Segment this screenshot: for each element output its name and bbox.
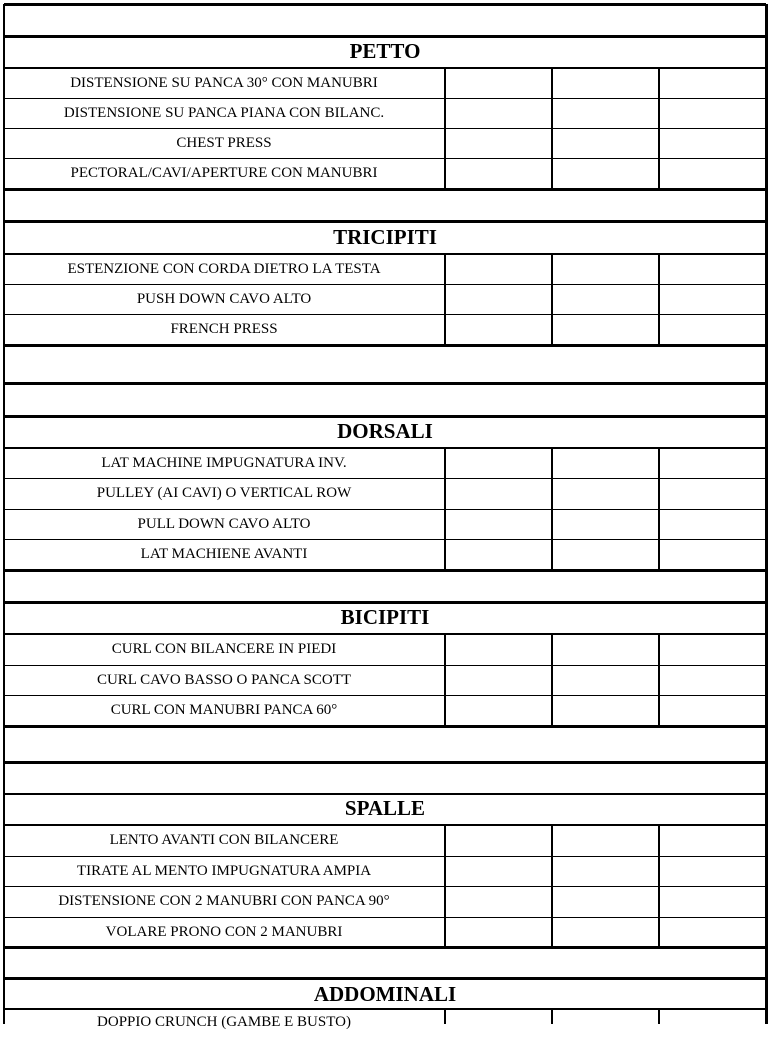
grid-line [4, 314, 766, 315]
exercise-row [4, 634, 766, 665]
grid-line [658, 825, 660, 947]
grid-line [4, 824, 766, 826]
log-cell[interactable] [553, 856, 659, 886]
section-title-tricipiti: TRICIPITI [333, 225, 437, 249]
exercise-name: CHEST PRESS [176, 135, 272, 151]
section-title-spalle: SPALLE [344, 796, 426, 820]
exercise-row [4, 254, 766, 284]
log-cell[interactable] [553, 284, 659, 314]
exercise-row [4, 478, 766, 509]
exercise-name: PULLEY (AI CAVI) O VERTICAL ROW [96, 485, 352, 501]
log-cell[interactable] [553, 158, 659, 188]
log-cell[interactable] [660, 665, 766, 695]
log-cell[interactable] [660, 128, 766, 158]
exercise-row [4, 128, 766, 158]
grid-line [551, 825, 553, 947]
grid-line [551, 254, 553, 345]
exercise-row [4, 825, 766, 856]
grid-line [658, 634, 660, 726]
log-cell[interactable] [660, 254, 766, 284]
log-cell[interactable] [553, 634, 659, 665]
grid-line [4, 633, 766, 635]
grid-line [4, 253, 766, 255]
exercise-row [4, 314, 766, 344]
log-cell[interactable] [660, 695, 766, 726]
log-cell[interactable] [660, 634, 766, 665]
grid-line [4, 695, 766, 696]
log-cell[interactable] [553, 1009, 659, 1039]
log-cell[interactable] [553, 695, 659, 726]
exercise-row [4, 695, 766, 726]
section-title-petto: PETTO [349, 39, 421, 63]
log-cell[interactable] [553, 478, 659, 509]
log-cell[interactable] [446, 98, 552, 128]
log-cell[interactable] [660, 856, 766, 886]
grid-line [551, 634, 553, 726]
exercise-row [4, 1009, 766, 1039]
log-cell[interactable] [446, 665, 552, 695]
grid-line [551, 1009, 553, 1024]
log-cell[interactable] [446, 68, 552, 98]
log-cell[interactable] [660, 539, 766, 570]
grid-line [4, 158, 766, 159]
grid-line [4, 569, 766, 572]
grid-line [4, 3, 766, 6]
log-cell[interactable] [660, 158, 766, 188]
exercise-row [4, 68, 766, 98]
exercise-name: LAT MACHINE IMPUGNATURA INV. [101, 455, 347, 471]
log-cell[interactable] [446, 856, 552, 886]
log-cell[interactable] [446, 917, 552, 948]
grid-line [4, 977, 766, 980]
log-cell[interactable] [660, 68, 766, 98]
log-cell[interactable] [660, 509, 766, 539]
grid-line [551, 68, 553, 189]
grid-line [658, 68, 660, 189]
exercise-name: CURL CAVO BASSO O PANCA SCOTT [96, 672, 352, 688]
exercise-name: LAT MACHIENE AVANTI [140, 546, 308, 562]
exercise-row [4, 158, 766, 188]
log-cell[interactable] [446, 1009, 552, 1039]
exercise-name: PECTORAL/CAVI/APERTURE CON MANUBRI [70, 165, 378, 181]
log-cell[interactable] [446, 158, 552, 188]
grid-line [4, 946, 766, 949]
log-cell[interactable] [446, 634, 552, 665]
grid-line [4, 539, 766, 540]
log-cell[interactable] [553, 254, 659, 284]
grid-line [4, 35, 766, 38]
log-cell[interactable] [660, 448, 766, 478]
grid-line [4, 447, 766, 449]
grid-line [4, 284, 766, 285]
grid-line [551, 448, 553, 570]
log-cell[interactable] [553, 886, 659, 917]
exercise-name: DISTENSIONE SU PANCA PIANA CON BILANC. [63, 105, 385, 121]
section-title-bicipiti: BICIPITI [340, 605, 430, 629]
exercise-row [4, 917, 766, 948]
log-cell[interactable] [553, 665, 659, 695]
exercise-name: DOPPIO CRUNCH (GAMBE E BUSTO) [97, 1014, 351, 1030]
grid-line [4, 1008, 766, 1010]
log-cell[interactable] [553, 98, 659, 128]
grid-line [4, 415, 766, 418]
exercise-row [4, 284, 766, 314]
grid-line [4, 67, 766, 69]
grid-line [4, 856, 766, 857]
exercise-name: PULL DOWN CAVO ALTO [137, 516, 311, 532]
log-cell[interactable] [553, 825, 659, 856]
log-cell[interactable] [446, 886, 552, 917]
log-cell[interactable] [553, 509, 659, 539]
log-cell[interactable] [660, 886, 766, 917]
exercise-name: FRENCH PRESS [170, 321, 278, 337]
section-title-dorsali: DORSALI [337, 419, 433, 443]
grid-line [4, 793, 766, 795]
grid-line [4, 725, 766, 728]
log-cell[interactable] [660, 314, 766, 344]
grid-line [658, 254, 660, 345]
exercise-name: PUSH DOWN CAVO ALTO [136, 291, 312, 307]
grid-line [4, 128, 766, 129]
log-cell[interactable] [553, 128, 659, 158]
grid-line [4, 917, 766, 918]
log-cell[interactable] [446, 448, 552, 478]
log-cell[interactable] [553, 917, 659, 948]
grid-line [4, 601, 766, 604]
section-title-addominali: ADDOMINALI [313, 982, 457, 1006]
log-cell[interactable] [446, 478, 552, 509]
grid-line [4, 478, 766, 479]
grid-line [4, 665, 766, 666]
exercise-name: DISTENSIONE CON 2 MANUBRI CON PANCA 90° [58, 893, 390, 909]
exercise-name: TIRATE AL MENTO IMPUGNATURA AMPIA [76, 863, 372, 879]
grid-line [4, 188, 766, 191]
grid-line [4, 98, 766, 99]
exercise-row [4, 509, 766, 539]
grid-line [444, 1009, 446, 1024]
grid-line [4, 344, 766, 347]
exercise-row [4, 539, 766, 570]
grid-line [658, 448, 660, 570]
log-cell[interactable] [446, 825, 552, 856]
log-cell[interactable] [446, 284, 552, 314]
grid-line [4, 761, 766, 764]
log-cell[interactable] [553, 314, 659, 344]
log-cell[interactable] [446, 509, 552, 539]
grid-line [444, 68, 446, 189]
grid-line [658, 1009, 660, 1024]
exercise-name: DISTENSIONE SU PANCA 30° CON MANUBRI [70, 75, 378, 91]
grid-line [4, 382, 766, 385]
exercise-row [4, 448, 766, 478]
grid-line [444, 825, 446, 947]
log-cell[interactable] [446, 539, 552, 570]
grid-line [4, 886, 766, 887]
exercise-row [4, 98, 766, 128]
grid-line [444, 448, 446, 570]
exercise-name: VOLARE PRONO CON 2 MANUBRI [105, 924, 343, 940]
log-cell[interactable] [660, 284, 766, 314]
grid-line [444, 634, 446, 726]
log-cell[interactable] [553, 539, 659, 570]
exercise-name: CURL CON MANUBRI PANCA 60° [110, 702, 338, 718]
exercise-row [4, 856, 766, 886]
exercise-name: LENTO AVANTI CON BILANCERE [109, 832, 339, 848]
exercise-row [4, 665, 766, 695]
log-cell[interactable] [660, 478, 766, 509]
grid-line [4, 509, 766, 510]
log-cell[interactable] [553, 68, 659, 98]
log-cell[interactable] [446, 695, 552, 726]
log-cell[interactable] [553, 448, 659, 478]
exercise-name: CURL CON BILANCERE IN PIEDI [111, 641, 337, 657]
log-cell[interactable] [446, 314, 552, 344]
grid-line [3, 4, 5, 1024]
exercise-row [4, 886, 766, 917]
log-cell[interactable] [660, 1009, 766, 1039]
log-cell[interactable] [660, 98, 766, 128]
grid-line [4, 220, 766, 223]
log-cell[interactable] [660, 917, 766, 948]
log-cell[interactable] [446, 128, 552, 158]
grid-line [444, 254, 446, 345]
log-cell[interactable] [446, 254, 552, 284]
exercise-name: ESTENZIONE CON CORDA DIETRO LA TESTA [67, 261, 381, 277]
log-cell[interactable] [660, 825, 766, 856]
